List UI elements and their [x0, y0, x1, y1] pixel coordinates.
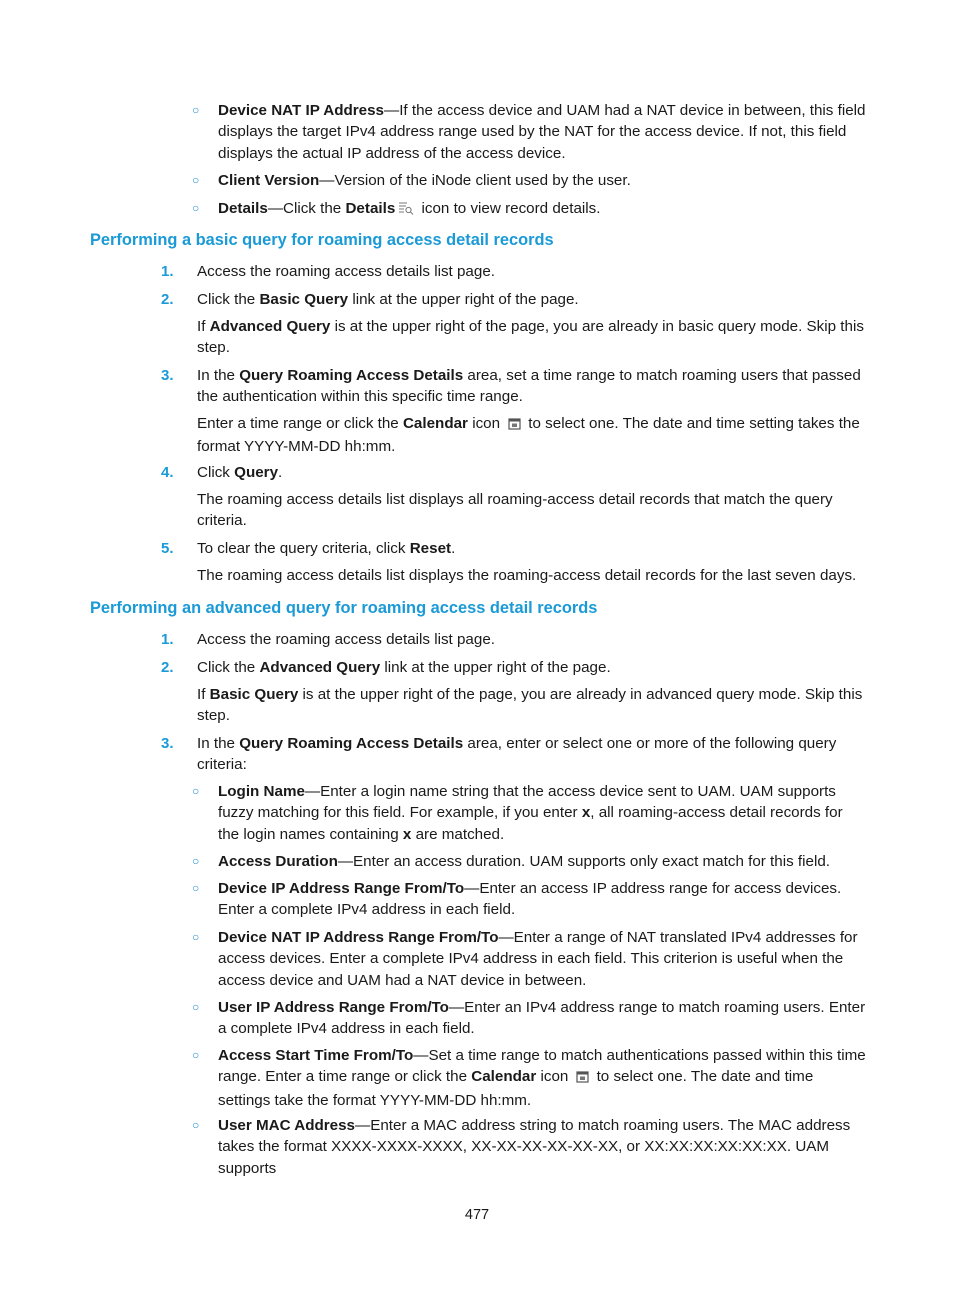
bullet-marker: ○ [192, 881, 200, 895]
step-note: The roaming access details list displays all roaming-access detail records that match the query criteria. [197, 491, 833, 530]
bullet-marker: ○ [192, 1118, 200, 1132]
step-text: Access the roaming access details list page. [197, 631, 495, 648]
bullet-access-start-time: Access Start Time From/To—Set a time range to match authentications passed within this time range. Enter a time range or click the Calendar icon to select one. The date and time settings take the format YYYY-MM-DD hh:mm. [218, 1047, 866, 1109]
step-note: The roaming access details list displays the roaming-access detail records for the last seven days. [197, 567, 857, 584]
bullet-device-nat-ip-range: Device NAT IP Address Range From/To—Enter a range of NAT translated IPv4 addresses for access devices. Enter a complete IPv4 address in each field. This criterion is useful when the access device and UAM had a NAT device in between. [218, 929, 858, 989]
section-heading-advanced-query: Performing an advanced query for roaming access detail records [90, 599, 598, 617]
step-number: 2. [161, 291, 174, 308]
step-text: In the Query Roaming Access Details area, set a time range to match roaming users that passed the authentication within this specific time range. [197, 367, 861, 406]
bullet-device-nat-ip [218, 100, 868, 164]
details-icon [398, 200, 414, 221]
bullet-text: —If the access device and UAM had a NAT device in between, this field displays the target IPv4 address range used by the NAT for the access device. If not, this field displays the actual IP address of the access device. [218, 102, 866, 162]
step-number: 2. [161, 659, 174, 676]
step-text: Access the roaming access details list page. [197, 263, 495, 280]
bullet-marker: ○ [192, 854, 200, 868]
step-number: 5. [161, 540, 174, 557]
bullet-user-mac-address: User MAC Address—Enter a MAC address string to match roaming users. The MAC address takes the format XXXX-XXXX-XXXX, XX-XX-XX-XX-XX-XX, or XX:XX:XX:XX:XX:XX. UAM supports [218, 1117, 851, 1177]
bullet-marker: ○ [192, 103, 200, 117]
term: Client Version [218, 172, 320, 189]
bullet-marker: ○ [192, 1048, 200, 1062]
bullet-client-version [218, 170, 868, 191]
bullet-text: —Version of the iNode client used by the user. [319, 172, 631, 189]
bullet-marker: ○ [192, 784, 200, 798]
term: Details [218, 200, 268, 217]
step-number: 4. [161, 464, 174, 481]
step-number: 3. [161, 735, 174, 752]
bullet-login-name: Login Name—Enter a login name string that the access device sent to UAM. UAM supports fuzzy matching for this field. For example, if you enter x, all roaming-access detail records for the login names containing x are matched. [218, 783, 843, 843]
step-text: Click the Basic Query link at the upper right of the page. [197, 291, 579, 308]
bullet-marker: ○ [192, 1000, 200, 1014]
calendar-icon [576, 1068, 589, 1089]
step-text: In the Query Roaming Access Details area, enter or select one or more of the following query criteria: [197, 735, 837, 774]
bullet-marker: ○ [192, 201, 200, 215]
bullet-details [218, 198, 868, 221]
bullet-device-ip-range: Device IP Address Range From/To—Enter an access IP address range for access devices. Enter a complete IPv4 address in each field. [218, 880, 842, 919]
step-text: Click the Advanced Query link at the upper right of the page. [197, 659, 611, 676]
calendar-icon [508, 415, 521, 436]
term: Device NAT IP Address [218, 102, 385, 119]
term: Details [345, 200, 396, 217]
bullet-access-duration: Access Duration—Enter an access duration. UAM supports only exact match for this field. [218, 853, 830, 870]
step-text: Click Query. [197, 464, 283, 481]
section-heading-basic-query: Performing a basic query for roaming access detail records [90, 231, 554, 249]
step-number: 1. [161, 263, 174, 280]
step-number: 1. [161, 631, 174, 648]
step-number: 3. [161, 367, 174, 384]
bullet-marker: ○ [192, 930, 200, 944]
page-number: 477 [464, 1207, 490, 1223]
step-note: Enter a time range or click the Calendar icon to select one. The date and time setting takes the format YYYY-MM-DD hh:mm. [197, 415, 860, 456]
step-text: To clear the query criteria, click Reset. [197, 540, 456, 557]
bullet-text: icon to view record details. [417, 200, 601, 217]
bullet-text: —Click the [267, 200, 346, 217]
step-note: If Advanced Query is at the upper right of the page, you are already in basic query mode. Skip this step. [197, 318, 864, 357]
bullet-marker: ○ [192, 173, 200, 187]
step-note: If Basic Query is at the upper right of the page, you are already in advanced query mode. Skip this step. [197, 686, 863, 725]
bullet-user-ip-range: User IP Address Range From/To—Enter an IPv4 address range to match roaming users. Enter a complete IPv4 address in each field. [218, 999, 866, 1038]
